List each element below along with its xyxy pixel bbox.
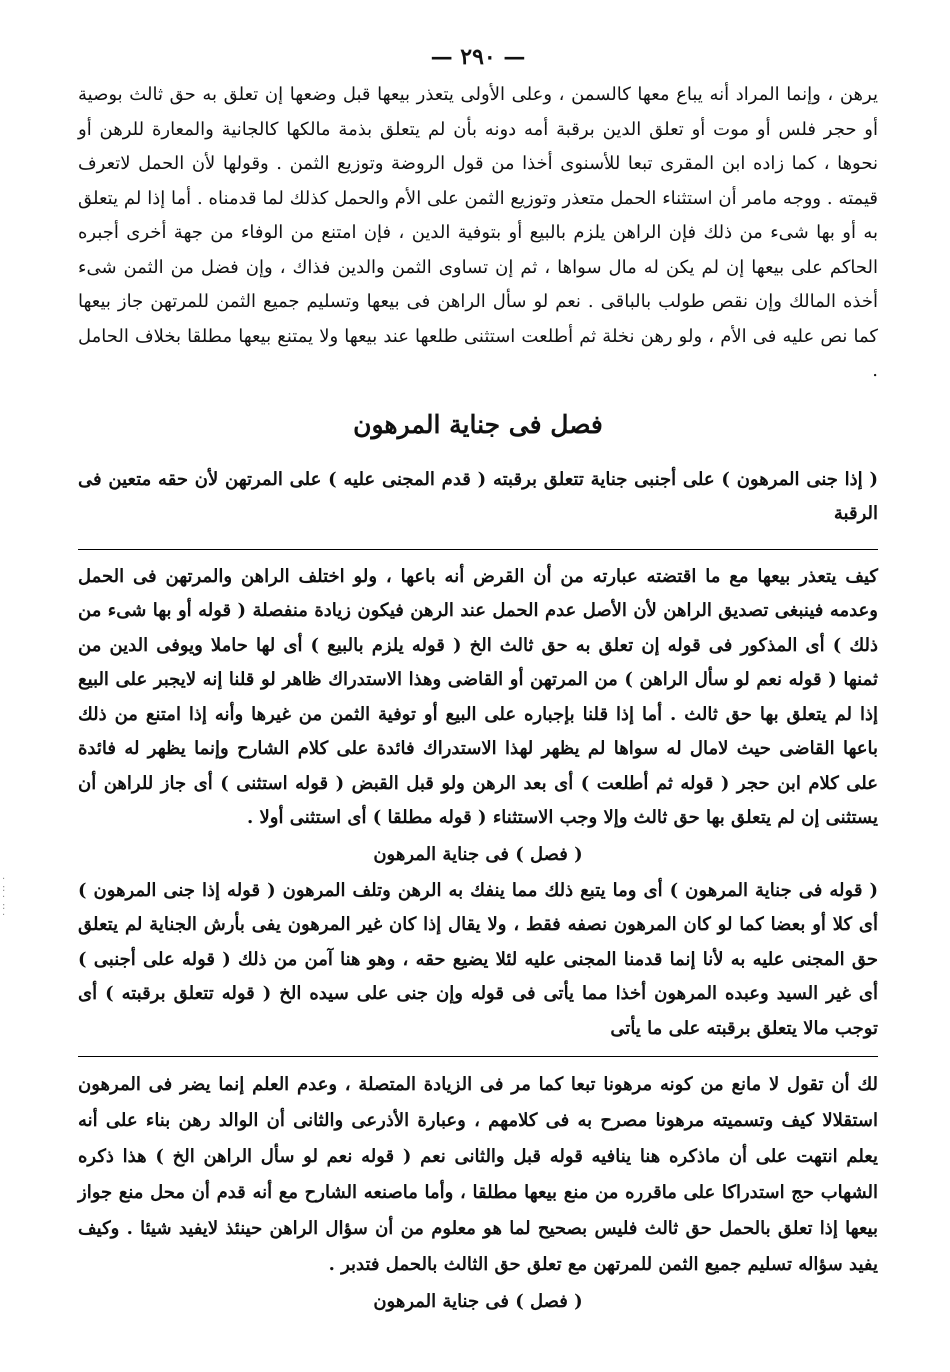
commentary-1-subheading: ( فصل ) فى جناية المرهون [373,843,583,865]
commentary-1-paragraph: كيف يتعذر بيعها مع ما اقتضته عبارته من أن القرض أنه باعها ، ولو اختلف الراهن والمرتهن فى الحمل وعدمه فينبغى تصديق الراهن لأن الأصل عدم الحمل عند الرهن فيكون زيادة منفصلة ( قوله أو بها شىء من ذلك ) أى المذكور فى قوله إن تعلق به حق ثالث الخ ( قوله يلزم بالبيع ) أى لها حاملا ويوفى الدين من ثمنها ( قوله نعم لو سأل الراهن ) من المرتهن أو القاضى وهذا الاستدراك ظاهر لو قلنا إنه لايجبر على البيع إذا لم يتعلق بها حق ثالث . أما إذا قلنا بإجباره على البيع أو توفية الثمن من غيرها وأنه إذا امتنع من ذلك باعها القاضى حيث لامال له سواها لم يظهر لهذا الاستدراك فائدة على كلام الشارح وإنما يظهر له فائدة على كلام ابن حجر ( قوله ثم أطلعت ) أى بعد الرهن ولو قبل القبض ( قوله استثنى ) أى جاز للراهن أن يستثنى إن لم يتعلق بها حق ثالث وإلا وجب الاستثناء ( قوله مطلقا ) أى استثنى أولا . [78,565,878,828]
section-divider [78,1056,878,1057]
commentary-1-paragraph-2: ( قوله فى جناية المرهون ) أى وما يتبع ذلك مما ينفك به الرهن وتلف المرهون ( قوله إذا جنى المرهون ) أى كلا أو بعضا كما لو كان المرهون نصفه فقط ، ولا يقال إذا كان غير المرهون يفى بأرش الجناية لم يتعلق حق المجنى عليه به لأنا إنما قدمنا المجنى عليه لئلا يضيع حقه ، وهو هنا آمن من ذلك ( قوله على أجنبى ) أى غير السيد وعبده المرهون أخذا مما يأتى فى قوله وإن جنى على سيده الخ ( قوله تتعلق برقبته ) أى توجب مالا يتعلق برقبته على ما يأتى [78,879,878,1039]
commentary-2-paragraph: لك أن تقول لا مانع من كونه مرهونا تبعا كما مر فى الزيادة المتصلة ، وعدم العلم إنما يضر فى المرهون استقلالا كيف وتسميته مرهونا مصرح به فى كلامهم ، وعبارة الأذرعى والثانى أن الوالد رهن بناء على أنه يعلم انتهت على أن ماذكره هنا ينافيه قوله قبل والثانى نعم ( قوله نعم لو سأل الراهن الخ ) هذا ذكره الشهاب حج استدراكا على ماقرره من منع بيعها مطلقا ، وأما ماصنعه الشارح مع أنه قدم أن محل منع جواز بيعها إذا تعلق بالحمل حق ثالث فليس بصحيح لما هو معلوم من أن سؤال الراهن حينئذ لايفيد شيئا . وكيف يفيد سؤاله تسليم جميع الثمن للمرتهن مع تعلق حق الثالث بالحمل فتدبر . [78,1074,878,1275]
section-divider [78,549,878,550]
commentary-2-subheading: ( فصل ) فى جناية المرهون [373,1291,583,1312]
document-page [78,40,878,1321]
chapter-title: فصل فى جناية المرهون [353,409,603,439]
chapter-matn-text: ( إذا جنى المرهون ) على أجنبى جناية تتعلق برقبته ( قدم المجنى عليه ) على المرتهن لأن حقه متعين فى الرقبة [78,468,878,524]
scan-margin-marks: · : · : · [2,874,6,921]
main-text-paragraph: يرهن ، وإنما المراد أنه يباع معها كالسمن ، وعلى الأولى يتعذر بيعها قبل وضعها إن تعلق به حق ثالث بوصية أو حجر فلس أو موت أو تعلق الدين برقبة أمه دونه بأن لم يتعلق بذمة مالكها كالجانية والمعارة للرهن أو نحوها ، كما زاده ابن المقرى تبعا للأسنوى أخذا من قول الروضة وتوزيع الثمن . وقولها لأن الحمل لاتعرف قيمته . ووجه مامر أن استثناء الحمل متعذر وتوزيع الثمن على الأم والحمل كذلك لما قدمناه . أما إذا لم يتعلق به أو بها شىء من ذلك فإن الراهن يلزم بالبيع أو بتوفية الدين ، فإن امتنع من الوفاء من جهة أخرى أجبره الحاكم على بيعها إن لم يكن له مال سواها ، ثم إن تساوى الثمن والدين فذاك ، وإن فضل من الثمن شىء أخذه المالك وإن نقص طولب بالباقى . نعم لو سأل الراهن فى بيعها وتسليم جميع الثمن للمرتهن جاز بيعها كما نص عليه فى الأم ، ولو رهن نخلة ثم أطلعت استثنى طلعها عند بيعها ولا يمتنع بيعها مطلقا بخلاف الحامل . [78,84,878,381]
page-number: — ٢٩٠ — [430,44,526,70]
